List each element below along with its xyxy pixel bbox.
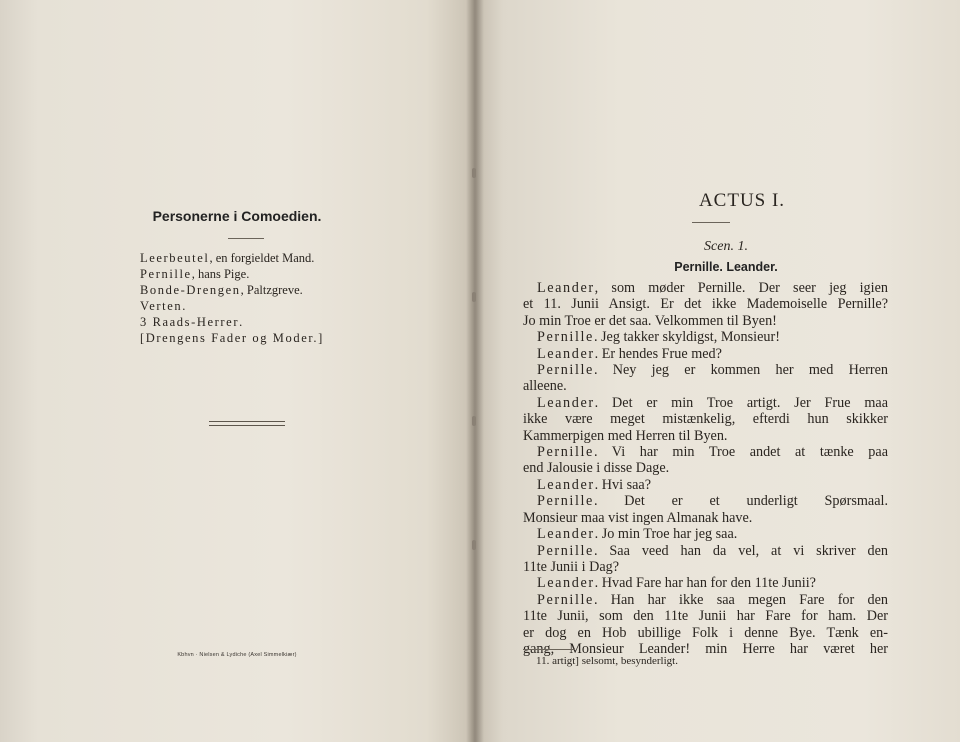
double-rule-divider <box>209 421 285 426</box>
binding-stitch <box>472 168 476 178</box>
line-text: gang, Monsieur Leander! min Herre har været her <box>523 640 888 657</box>
dialogue-line <box>523 592 888 608</box>
speaker-name: Pernille <box>537 542 594 559</box>
line-text: er dog en Hob ubillige Folk i denne Bye. Tænk en- <box>523 624 888 641</box>
dialogue-text <box>523 280 888 657</box>
speaker-name: Leander <box>537 575 595 592</box>
dialogue-line <box>523 625 888 641</box>
speaker-name: Pernille <box>537 493 594 510</box>
line-text: alleene. <box>523 378 567 395</box>
printer-imprint: Kbhvn · Nielsen & Lydiche (Axel Simmelkiær) <box>177 652 297 658</box>
line-text: . Ney jeg er kommen her med Herren <box>593 362 888 379</box>
dialogue-line <box>523 411 888 427</box>
act-rule <box>692 222 730 223</box>
cast-item: 3 Raads-Herrer. <box>140 315 243 329</box>
line-text: . Saa veed han da vel, at vi skriver den <box>593 542 888 559</box>
cast-list <box>140 250 324 346</box>
cast-item: Pernille, hans Pige. <box>140 267 250 281</box>
dialogue-line <box>523 395 888 411</box>
cast-item: Bonde-Drengen, Paltzgreve. <box>140 283 303 297</box>
dialogue-line <box>523 444 888 460</box>
line-text: Monsieur maa vist ingen Almanak have. <box>523 509 753 526</box>
dialogue-line <box>523 296 888 312</box>
line-text: Jo min Troe er det saa. Velkommen til Byen! <box>523 312 777 329</box>
dialogue-line <box>523 460 888 476</box>
line-text: 11te Junii, som den 11te Junii har Fare for ham. Der <box>523 608 888 625</box>
dialogue-line <box>523 526 888 542</box>
cast-item: Verten. <box>140 299 186 313</box>
dialogue-line <box>523 378 888 394</box>
dialogue-line <box>523 510 888 526</box>
line-text: . Jo min Troe har jeg saa. <box>594 526 738 543</box>
dialogue-line <box>523 280 888 296</box>
line-text: . Han har ikke saa megen Fare for den <box>593 591 888 608</box>
line-text: et 11. Junii Ansigt. Er det ikke Mademoiselle Pernille? <box>523 296 888 313</box>
cast-heading: Personerne i Comoedien. <box>152 208 322 224</box>
dialogue-line <box>523 543 888 559</box>
book-gutter <box>466 0 484 742</box>
act-title: ACTUS I. <box>698 190 786 211</box>
scene-persons: Pernille. Leander. <box>674 260 778 274</box>
footnote-rule <box>523 649 575 650</box>
heading-rule <box>228 238 264 239</box>
speaker-name: Leander <box>537 280 595 296</box>
speaker-name: Pernille <box>537 362 594 379</box>
line-text: Kammerpigen med Herren til Byen. <box>523 427 728 444</box>
dialogue-line <box>523 428 888 444</box>
line-text: . Jeg takker skyldigst, Monsieur! <box>593 329 780 346</box>
dialogue-line <box>523 575 888 591</box>
line-text: end Jalousie i disse Dage. <box>523 460 670 477</box>
line-text: ikke være meget mistænkelig, efterdi hun skikker <box>523 411 888 428</box>
footnote: 11. artigt] selsomt, besynderligt. <box>536 655 678 667</box>
dialogue-line <box>523 559 888 575</box>
dialogue-line <box>523 313 888 329</box>
dialogue-line <box>523 477 888 493</box>
line-text: , som møder Pernille. Der seer jeg igien <box>594 280 888 296</box>
cast-item: [Drengens Fader og Moder.] <box>140 331 324 345</box>
cast-item: Leerbeutel, en forgieldet Mand. <box>140 251 315 265</box>
binding-stitch <box>472 416 476 426</box>
dialogue-line <box>523 608 888 624</box>
speaker-name: Pernille <box>537 591 594 608</box>
line-text: . Det er min Troe artigt. Jer Frue maa <box>594 394 888 411</box>
dialogue-line <box>523 362 888 378</box>
line-text: 11te Junii i Dag? <box>523 558 620 575</box>
dialogue-line <box>523 329 888 345</box>
binding-stitch <box>472 292 476 302</box>
dialogue-line <box>523 346 888 362</box>
line-text: . Det er et underligt Spørsmaal. <box>593 493 888 510</box>
speaker-name: Leander <box>537 526 595 543</box>
line-text: . Hvad Fare har han for den 11te Junii? <box>594 575 816 592</box>
binding-stitch <box>472 540 476 550</box>
speaker-name: Pernille <box>537 444 594 461</box>
left-page <box>0 0 474 742</box>
line-text: . Hvi saa? <box>594 476 652 493</box>
speaker-name: Leander <box>537 476 595 493</box>
speaker-name: Leander <box>537 394 595 411</box>
line-text: . Vi har min Troe andet at tænke paa <box>593 444 888 461</box>
dialogue-line <box>523 493 888 509</box>
line-text: . Er hendes Frue med? <box>594 345 722 362</box>
scene-heading: Scen. 1. <box>704 239 748 254</box>
speaker-name: Leander <box>537 345 595 362</box>
speaker-name: Pernille <box>537 329 594 346</box>
